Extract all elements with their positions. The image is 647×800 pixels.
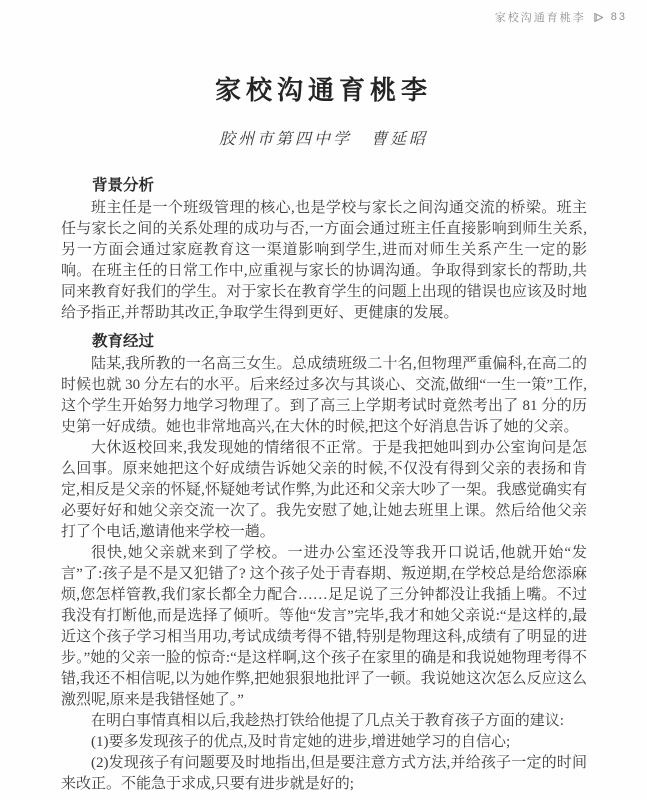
article-body [61,175,587,795]
paragraph: 大休返校回来,我发现她的情绪很不正常。于是我把她叫到办公室询问是怎么回事。原来她把这个好成绩告诉她父亲的时候,不仅没有得到父亲的表扬和肯定,相反是父亲的怀疑,怀疑她考试作弊,为此还和父亲大吵了一架。我感觉确实有必要好好和她父亲交流一次了。我先安慰了她,让她去班里上课。然后给他父亲打了个电话,邀请他来学校一趟。 [61,440,587,541]
paragraph: 陆某,我所教的一名高三女生。总成绩班级二十名,但物理严重偏科,在高二的时候也就 30 分左右的水平。后来经过多次与其谈心、交流,做细“一生一策”工作,这个学生开始努力地学习物理了。到了高三上学期考试时竟然考出了 81 分的历史第一好成绩。她也非常地高兴,在大休的时候,把这个好消息告诉了她的父亲。 [61,356,587,436]
section-heading-1: 背景分析 [92,177,155,195]
article-title: 家校沟通育桃李 [214,75,432,105]
paragraph: 班主任是一个班级管理的核心,也是学校与家长之间沟通交流的桥梁。班主任与家长之间的关系处理的成功与否,一方面会通过班主任直接影响到师生关系,另一方面会通过家庭教育这一渠道影响到学生,进而对师生关系产生一定的影响。在班主任的日常工作中,应重视与家长的协调沟通。争取得到家长的帮助,共同来教育好我们的学生。对于家长在教育学生的问题上出现的错误也应该及时地给予指正,并帮助其改正,争取学生得到更好、更健康的发展。 [61,200,587,322]
paragraph: (1)要多发现孩子的优点,及时肯定她的进步,增进她学习的自信心; [91,734,511,751]
page-marker-icon [593,12,604,23]
section-heading-2: 教育经过 [92,333,155,351]
running-title: 家校沟通育桃李 [494,12,586,24]
running-head [495,9,627,25]
paragraph: 在明白事情真相以后,我趁热打铁给他提了几点关于教育孩子方面的建议: [91,713,564,730]
page-number: 83 [610,11,627,23]
paragraph: 很快,她父亲就来到了学校。一进办公室还没等我开口说话,他就开始“发言”了:孩子是不是又犯错了? 这个孩子处于青春期、叛逆期,在学校总是给您添麻烦,您怎样管教,我们家长都全力配合……足足说了三分钟都没让我插上嘴。不过我没有打断他,而是选择了倾听。等他“发言”完毕,我才和她父亲说:“是这样的,最近这个孩子学习相当用功,考试成绩考得不错,特别是物理这科,成绩有了明显的进步。”她的父亲一脸的惊奇:“是这样啊,这个孩子在家里的确是和我说她物理考得不错,我还不相信呢,以为她作弊,把她狠狠地批评了一顿。我说她这次怎么反应这么激烈呢,原来是我错怪她了。” [61,545,587,709]
paragraph: (2)发现孩子有问题要及时地指出,但是要注意方式方法,并给孩子一定的时间来改正。不能急于求成,只要有进步就是好的; [61,755,587,793]
article-byline: 胶州市第四中学 曹延昭 [218,131,428,148]
